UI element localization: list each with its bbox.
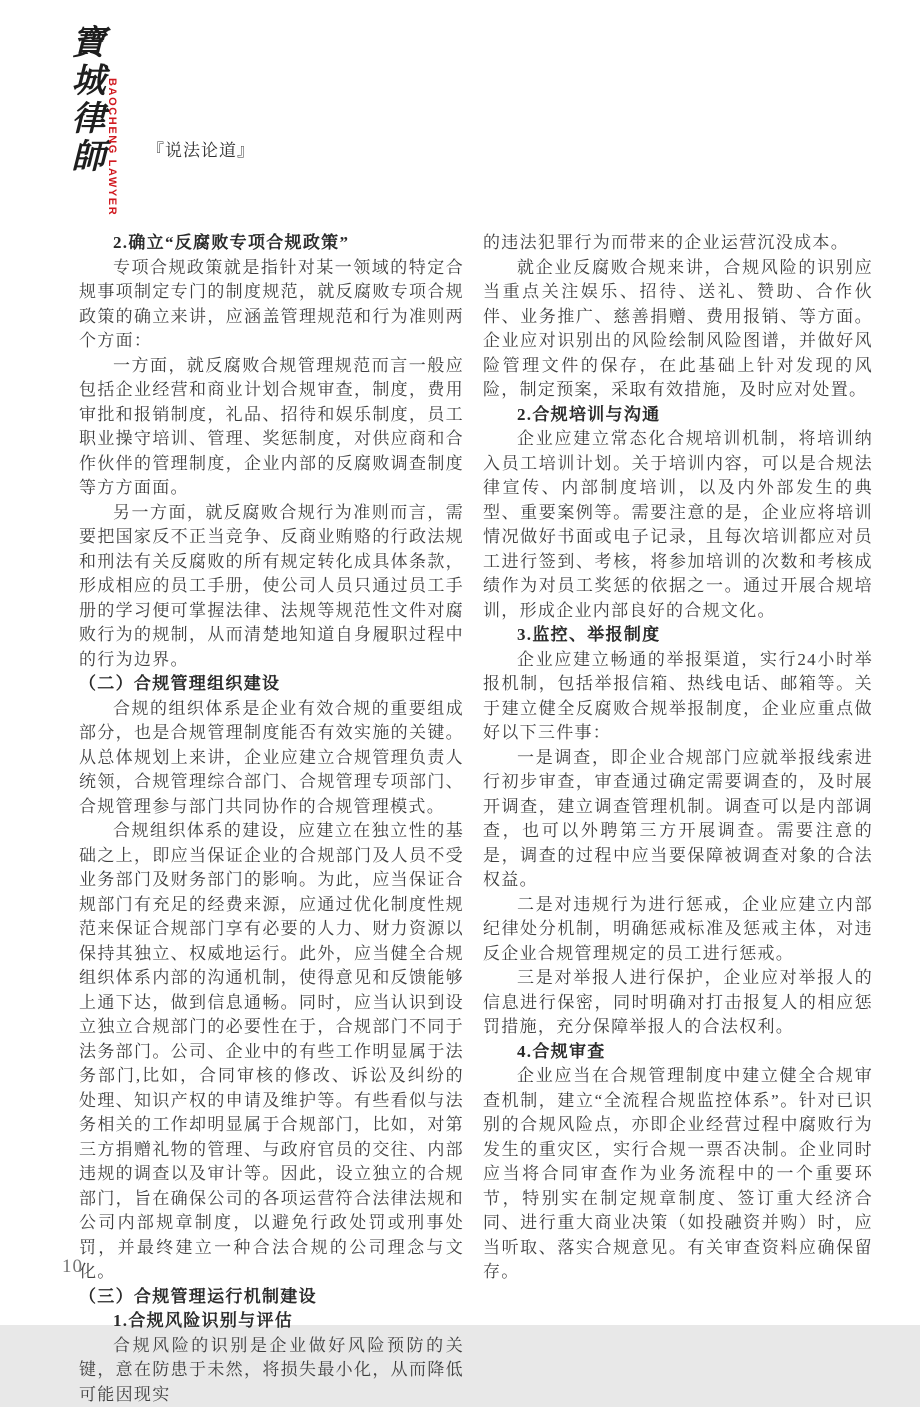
paragraph: 企业应建立畅通的举报渠道，实行24小时举报机制，包括举报信箱、热线电话、邮箱等。关于建立健全反腐败合规举报制度，企业应重点做好以下三件事：: [483, 648, 873, 746]
paragraph: 另一方面，就反腐败合规行为准则而言，需要把国家反不正当竞争、反商业贿赂的行政法规和刑法有关反腐败的所有规定转化成具体条款，形成相应的员工手册，使公司人员只通过员工手册的学习便可掌握法律、法规等规范性文件对腐败行为的规制，从而清楚地知道自身履职过程中的行为边界。: [79, 501, 464, 673]
paragraph: 企业应建立常态化合规培训机制，将培训纳入员工培训计划。关于培训内容，可以是合规法律宣传、内部制度培训，以及内外部发生的典型、重要案例等。需要注意的是，企业应将培训情况做好书面或电子记录，且每次培训都应对员工进行签到、考核，将参加培训的次数和考核成绩作为对员工奖惩的依据之一。通过开展合规培训，形成企业内部良好的合规文化。: [483, 427, 873, 623]
text-column-right: [483, 231, 873, 1285]
section-title: 『说法论道』: [147, 136, 255, 161]
text-column-left: [79, 231, 464, 1407]
subheading: 3.监控、举报制度: [483, 623, 873, 648]
logo-latin-text: BAOCHENG LAWYER: [106, 78, 118, 216]
paragraph: 一是调查，即企业合规部门应就举报线索进行初步审查，审查通过确定需要调查的，及时展开调查，建立调查管理机制。调查可以是内部调查，也可以外聘第三方开展调查。需要注意的是，调查的过程中应当要保障被调查对象的合法权益。: [483, 746, 873, 893]
paragraph: 合规风险的识别是企业做好风险预防的关键，意在防患于未然，将损失最小化，从而降低可能因现实: [79, 1334, 464, 1407]
subheading: 1.合规风险识别与评估: [79, 1309, 464, 1334]
paragraph: 合规的组织体系是企业有效合规的重要组成部分，也是合规管理制度能否有效实施的关键。从总体规划上来讲，企业应建立合规管理负责人统领，合规管理综合部门、合规管理专项部门、合规管理参与部门共同协作的合规管理模式。: [79, 697, 464, 820]
section-heading: （三）合规管理运行机制建设: [79, 1285, 464, 1310]
paragraph: 就企业反腐败合规来讲，合规风险的识别应当重点关注娱乐、招待、送礼、赞助、合作伙伴、业务推广、慈善捐赠、费用报销、等方面。企业应对识别出的风险绘制风险图谱，并做好风险管理文件的保存，在此基础上针对发现的风险，制定预案，采取有效措施，及时应对处置。: [483, 256, 873, 403]
paragraph: 企业应当在合规管理制度中建立健全合规审查机制，建立“全流程合规监控体系”。针对已识别的合规风险点，亦即企业经营过程中腐败行为发生的重灾区，实行合规一票否决制。企业同时应当将合同审查作为业务流程中的一个重要环节，特别实在制定规章制度、签订重大经济合同、进行重大商业决策（如投融资并购）时，应当听取、落实合规意见。有关审查资料应确保留存。: [483, 1064, 873, 1285]
subheading: 2.确立“反腐败专项合规政策”: [79, 231, 464, 256]
paragraph: 一方面，就反腐败合规管理规范而言一般应包括企业经营和商业计划合规审查，制度，费用审批和报销制度，礼品、招待和娱乐制度，员工职业操守培训、管理、奖惩制度，对供应商和合作伙伴的管理制度，企业内部的反腐败调查制度等方方面面。: [79, 354, 464, 501]
paragraph: 三是对举报人进行保护，企业应对举报人的信息进行保密，同时明确对打击报复人的相应惩罚措施，充分保障举报人的合法权利。: [483, 966, 873, 1040]
paragraph: 合规组织体系的建设，应建立在独立性的基础之上，即应当保证企业的合规部门及人员不受业务部门及财务部门的影响。为此，应当保证合规部门有充足的经费来源，应通过优化制度性规范来保证合规部门享有必要的人力、财力资源以保持其独立、权威地运行。此外，应当健全合规组织体系内部的沟通机制，使得意见和反馈能够上通下达，做到信息通畅。同时，应当认识到设立独立合规部门的必要性在于，合规部门不同于法务部门。公司、企业中的有些工作明显属于法务部门,比如，合同审核的修改、诉讼及纠纷的处理、知识产权的申请及维护等。有些看似与法务相关的工作却明显属于合规部门，比如，对第三方捐赠礼物的管理、与政府官员的交往、内部违规的调查以及审计等。因此，设立独立的合规部门，旨在确保公司的各项运营符合法律法规和公司内部规章制度，以避免行政处罚或刑事处罚，并最终建立一种合法合规的公司理念与文化。: [79, 819, 464, 1285]
paragraph: 专项合规政策就是指针对某一领域的特定合规事项制定专门的制度规范，就反腐败专项合规政策的确立来讲，应涵盖管理规范和行为准则两个方面：: [79, 256, 464, 354]
paragraph: 二是对违规行为进行惩戒，企业应建立内部纪律处分机制，明确惩戒标准及惩戒主体，对违反企业合规管理规定的员工进行惩戒。: [483, 893, 873, 967]
subheading: 4.合规审查: [483, 1040, 873, 1065]
page-number: 10: [62, 1256, 83, 1278]
paragraph-continuation: 的违法犯罪行为而带来的企业运营沉没成本。: [483, 231, 873, 256]
subheading: 2.合规培训与沟通: [483, 403, 873, 428]
section-heading: （二）合规管理组织建设: [79, 672, 464, 697]
logo-calligraphy-text: 寶城律師: [56, 24, 112, 176]
